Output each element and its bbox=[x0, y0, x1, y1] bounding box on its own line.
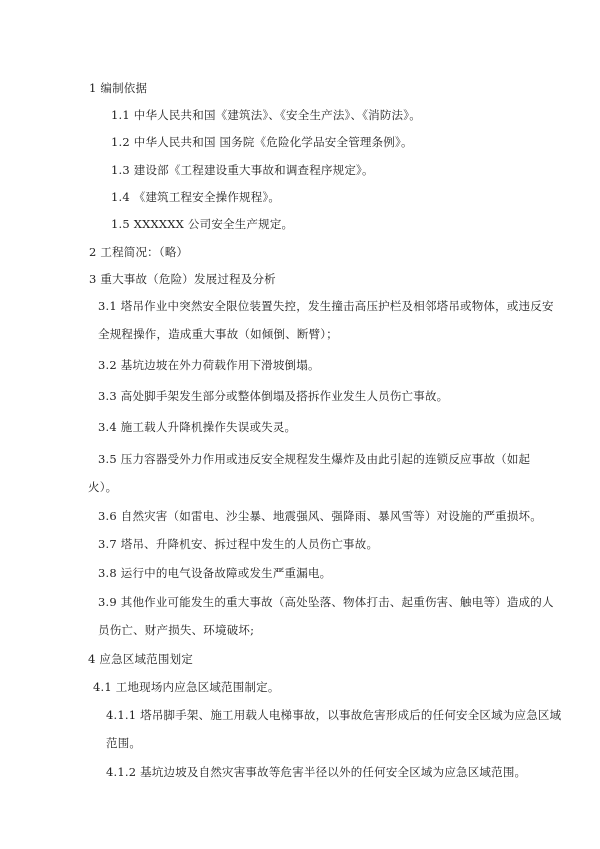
analysis-item-3-5-cont: 火）。 bbox=[88, 480, 118, 494]
heading-accident-analysis: 3 重大事故（危险）发展过程及分析 bbox=[89, 272, 276, 286]
heading-emergency-area: 4 应急区域范围划定 bbox=[88, 652, 193, 666]
analysis-item-3-8: 3.8 运行中的电气设备故障或发生严重漏电。 bbox=[98, 566, 332, 580]
analysis-item-3-5: 3.5 压力容器受外力作用或违反安全规程发生爆炸及由此引起的连锁反应事故（如起 bbox=[98, 452, 531, 466]
heading-basis: 1 编制依据 bbox=[89, 81, 148, 95]
analysis-item-3-7: 3.7 塔吊、升降机安、拆过程中发生的人员伤亡事故。 bbox=[98, 537, 379, 551]
analysis-item-3-1: 3.1 塔吊作业中突然安全限位装置失控，发生撞击高压护栏及相邻塔吊或物体，或违反安 bbox=[98, 299, 554, 313]
analysis-item-3-6: 3.6 自然灾害（如雷电、沙尘暴、地震强风、强降雨、暴风雪等）对设施的严重损坏。 bbox=[98, 509, 542, 523]
analysis-item-3-2: 3.2 基坑边坡在外力荷载作用下滑坡倒塌。 bbox=[98, 358, 320, 372]
analysis-item-3-1-cont: 全规程操作，造成重大事故（如倾倒、断臂）； bbox=[98, 327, 338, 341]
basis-item-1-1: 1.1 中华人民共和国《建筑法》、《安全生产法》、《消防法》。 bbox=[111, 108, 421, 122]
basis-item-1-4: 1.4 《建筑工程安全操作规程》。 bbox=[111, 190, 281, 204]
area-item-4-1-1: 4.1.1 塔吊脚手架、施工用载人电梯事故，以事故危害形成后的任何安全区域为应急区域 bbox=[106, 708, 562, 722]
analysis-item-3-9: 3.9 其他作业可能发生的重大事故（高处坠落、物体打击、起重伤害、触电等）造成的人 bbox=[98, 595, 554, 609]
analysis-item-3-3: 3.3 高处脚手架发生部分或整体倒塌及搭拆作业发生人员伤亡事故。 bbox=[98, 389, 449, 403]
area-item-4-1-2: 4.1.2 基坑边坡及自然灾害事故等危害半径以外的任何安全区域为应急区域范围。 bbox=[106, 765, 527, 779]
basis-item-1-2: 1.2 中华人民共和国 国务院《危险化学品安全管理条例》。 bbox=[111, 135, 413, 149]
analysis-item-3-9-cont: 员伤亡、财产损失、环境破坏; bbox=[98, 623, 255, 637]
area-item-4-1-1-cont: 范围。 bbox=[106, 736, 142, 750]
area-item-4-1: 4.1 工地现场内应急区域范围制定。 bbox=[93, 680, 280, 694]
heading-project-overview: 2 工程简况：（略） bbox=[89, 245, 189, 259]
basis-item-1-5: 1.5 XXXXXX 公司安全生产规定。 bbox=[111, 217, 294, 231]
basis-item-1-3: 1.3 建设部《工程建设重大事故和调查程序规定》。 bbox=[111, 163, 374, 177]
analysis-item-3-4: 3.4 施工载人升降机操作失误或失灵。 bbox=[98, 420, 297, 434]
